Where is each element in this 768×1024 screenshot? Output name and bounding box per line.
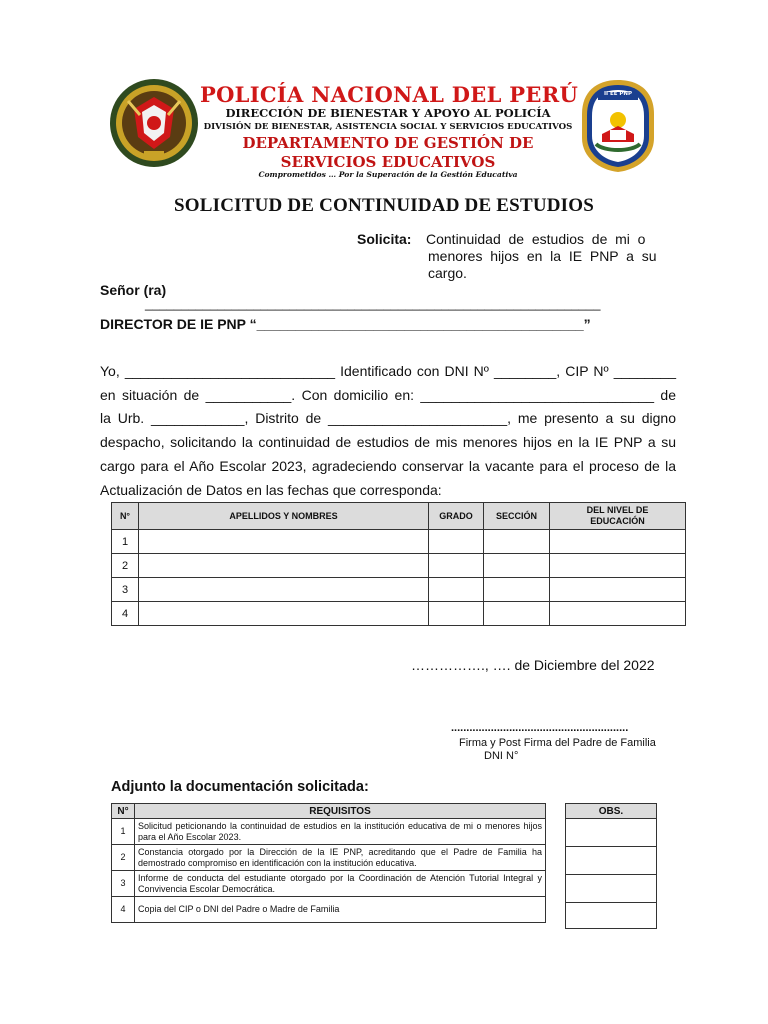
names-cell[interactable] (139, 578, 429, 602)
paragraph-line: Actualización de Datos en las fechas que corresponda: (100, 481, 442, 498)
table-row (112, 871, 546, 897)
grade-cell[interactable] (429, 578, 484, 602)
col-grade: GRADO (429, 503, 484, 530)
names-cell[interactable] (139, 554, 429, 578)
col-requirements: REQUISITOS (135, 804, 546, 819)
requirement-text: Constancia otorgado por la Dirección de la IE PNP, acreditando que el Padre de Familia ha demostrado compromiso en identificación con la institución educativa. (135, 845, 546, 871)
ie-pnp-seal-logo (578, 78, 658, 174)
request-paragraph (100, 360, 676, 502)
row-number: 2 (112, 554, 139, 578)
institution-name: POLICÍA NACIONAL DEL PERÚ (200, 82, 579, 107)
requirement-text: Informe de conducta del estudiante otorgado por la Coordinación de Atención Tutorial Integral y Convivencia Escolar Democrática. (135, 871, 546, 897)
table-row (566, 903, 657, 929)
signature-caption: Firma y Post Firma del Padre de Familia (459, 737, 656, 749)
table-row (566, 847, 657, 875)
row-number: 1 (112, 530, 139, 554)
solicita-text-3: cargo. (428, 265, 467, 281)
requirement-text: Solicitud peticionando la continuidad de estudios en la institución educativa de mi o menores hijos para el Año Escolar 2023. (135, 819, 546, 845)
row-number: 3 (112, 578, 139, 602)
grade-cell[interactable] (429, 554, 484, 578)
row-number: 2 (112, 845, 135, 871)
seal-label: II EE PNP (603, 91, 633, 97)
col-obs: OBS. (566, 804, 657, 819)
date-line: ……………., …. de Diciembre del 2022 (411, 657, 655, 673)
col-number: N° (112, 804, 135, 819)
section-cell[interactable] (484, 578, 550, 602)
solicita-text-2: menores hijos en la IE PNP a su (428, 248, 657, 264)
director-line: DIRECTOR DE IE PNP “__________________________________________” (100, 316, 591, 332)
col-level: DEL NIVEL DE EDUCACIÓN (550, 503, 686, 530)
table-row (112, 602, 686, 626)
solicita-label: Solicita: (357, 231, 412, 247)
level-cell[interactable] (550, 578, 686, 602)
table-header-row (112, 503, 686, 530)
requirements-table (111, 803, 546, 923)
grade-cell[interactable] (429, 602, 484, 626)
table-row (112, 554, 686, 578)
table-row (112, 530, 686, 554)
signature-dni: DNI N° (484, 750, 519, 762)
row-number: 4 (112, 602, 139, 626)
signature-line: .......................................................... (451, 722, 629, 734)
table-row (112, 578, 686, 602)
table-row (112, 897, 546, 923)
table-row (112, 819, 546, 845)
obs-cell[interactable] (566, 903, 657, 929)
attachments-heading: Adjunto la documentación solicitada: (111, 779, 369, 795)
section-cell[interactable] (484, 530, 550, 554)
direction-name: DIRECCIÓN DE BIENESTAR Y APOYO AL POLICÍA (225, 106, 551, 120)
col-section: SECCIÓN (484, 503, 550, 530)
row-number: 1 (112, 819, 135, 845)
requirement-text: Copia del CIP o DNI del Padre o Madre de Familia (135, 897, 546, 923)
table-header-row (112, 804, 546, 819)
level-cell[interactable] (550, 554, 686, 578)
pnp-seal-logo (106, 75, 202, 171)
row-number: 4 (112, 897, 135, 923)
table-row (112, 845, 546, 871)
grade-cell[interactable] (429, 530, 484, 554)
paragraph-line: despacho, solicitando la continuidad de estudios de mis menores hijos en la IE PNP a su (100, 434, 676, 451)
salutation-line: _______________________________________________________________ (145, 296, 601, 311)
paragraph-line: cargo para el Año Escolar 2023, agradeciendo conservar la vacante para el proceso de la (100, 457, 676, 474)
row-number: 3 (112, 871, 135, 897)
department-name: DEPARTAMENTO DE GESTIÓN DE SERVICIOS EDUCATIVOS (242, 134, 534, 171)
paragraph-line: la Urb. ____________, Distrito de _______________________, me presento a su digno (100, 410, 676, 427)
motto: Comprometidos … Por la Superación de la Gestión Educativa (258, 170, 518, 179)
col-number: N° (112, 503, 139, 530)
paragraph-line: en situación de ___________. Con domicilio en: ______________________________ de (100, 386, 676, 403)
division-name: DIVISIÓN DE BIENESTAR, ASISTENCIA SOCIAL Y SERVICIOS EDUCATIVOS (203, 122, 573, 132)
col-names: APELLIDOS Y NOMBRES (139, 503, 429, 530)
table-row (566, 819, 657, 847)
level-cell[interactable] (550, 602, 686, 626)
students-table (111, 502, 686, 626)
level-cell[interactable] (550, 530, 686, 554)
observations-table (565, 803, 657, 929)
paragraph-line: Yo, ___________________________ Identificado con DNI Nº ________, CIP Nº ________ (100, 363, 676, 379)
obs-cell[interactable] (566, 847, 657, 875)
table-header-row (566, 804, 657, 819)
obs-cell[interactable] (566, 875, 657, 903)
table-row (566, 875, 657, 903)
names-cell[interactable] (139, 602, 429, 626)
section-cell[interactable] (484, 602, 550, 626)
solicita-text-1: Continuidad de estudios de mi o (426, 231, 646, 247)
document-title: SOLICITUD DE CONTINUIDAD DE ESTUDIOS (173, 195, 594, 216)
names-cell[interactable] (139, 530, 429, 554)
salutation: Señor (ra) (100, 282, 167, 298)
obs-cell[interactable] (566, 819, 657, 847)
section-cell[interactable] (484, 554, 550, 578)
